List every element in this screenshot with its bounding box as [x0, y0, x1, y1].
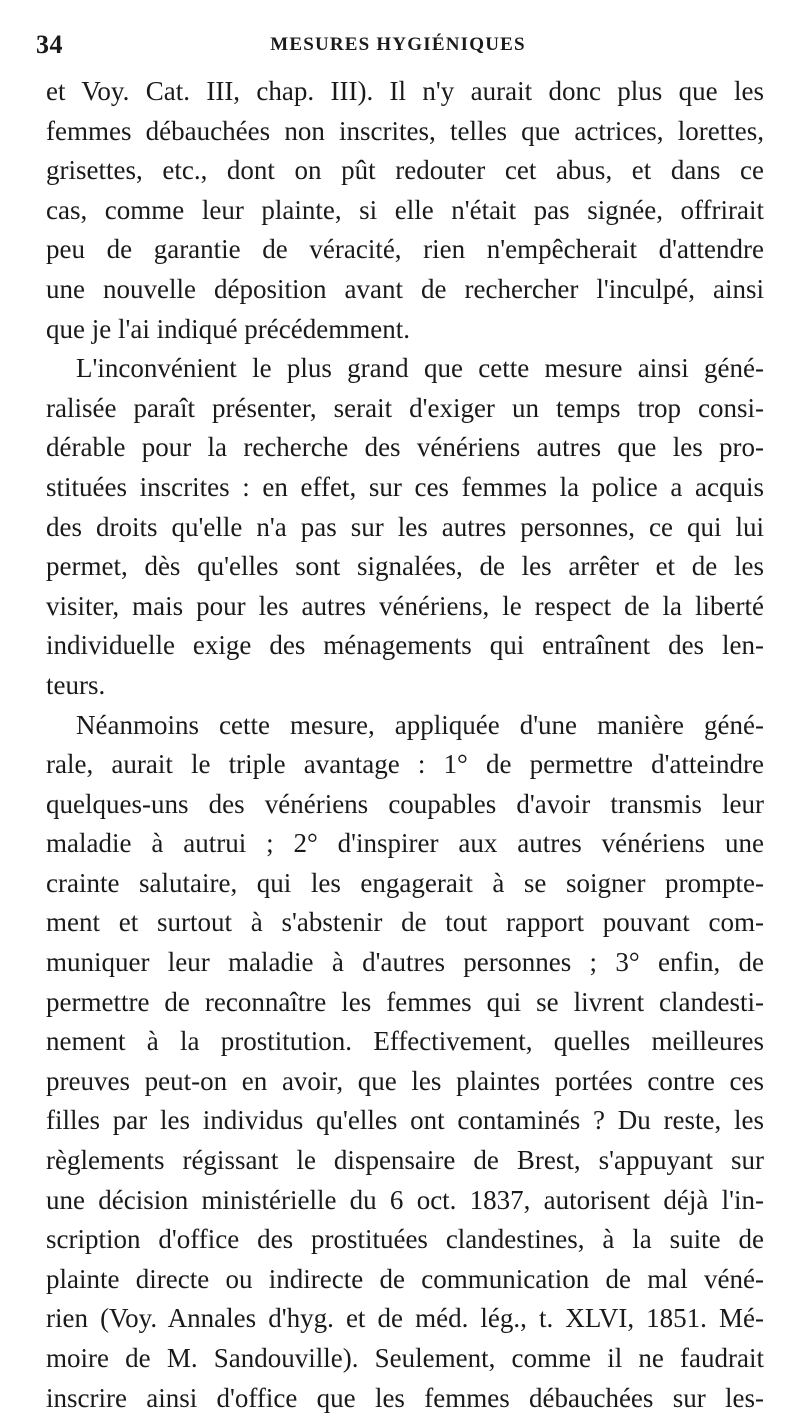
- text-line: quelques-uns des vénériens coupables d'avoir transmis leur: [46, 788, 764, 819]
- text-line: que je l'ai indiqué précédemment.: [46, 313, 410, 344]
- text-line: une nouvelle déposition avant de rechercher l'inculpé, ainsi: [46, 273, 764, 304]
- text-line: Néanmoins cette mesure, appliquée d'une manière géné-: [76, 709, 764, 740]
- text-line: filles par les individus qu'elles ont contaminés ? Du reste, les: [46, 1105, 764, 1136]
- text-line: et Voy. Cat. III, chap. III). Il n'y aurait donc plus que les: [46, 76, 764, 106]
- text-line: une décision ministérielle du 6 oct. 1837, autorisent déjà l'in-: [46, 1184, 764, 1215]
- text-line: inscrire ainsi d'office que les femmes débauchées sur les-: [46, 1382, 764, 1413]
- text-line: ralisée paraît présenter, serait d'exiger un temps trop consi-: [46, 392, 764, 423]
- text-line: individuelle exige des ménagements qui entraînent des len-: [46, 630, 764, 661]
- page-number: 34: [36, 30, 63, 59]
- running-title: MESURES HYGIÉNIQUES: [270, 34, 526, 55]
- text-line: stituées inscrites : en effet, sur ces femmes la police a acquis: [46, 471, 764, 502]
- text-line: ment et surtout à s'abstenir de tout rapport pouvant com-: [46, 907, 764, 938]
- text-line: grisettes, etc., dont on pût redouter cet abus, et dans ce: [46, 155, 764, 186]
- text-line: rien (Voy. Annales d'hyg. et de méd. lég., t. XLVI, 1851. Mé-: [46, 1303, 764, 1334]
- text-line: règlements régissant le dispensaire de Brest, s'appuyant sur: [46, 1145, 764, 1176]
- text-line: visiter, mais pour les autres vénériens, le respect de la liberté: [46, 590, 764, 621]
- text-line: teurs.: [46, 669, 106, 700]
- text-line: L'inconvénient le plus grand que cette mesure ainsi géné-: [76, 353, 764, 384]
- text-line: crainte salutaire, qui les engagerait à se soigner prompte-: [46, 867, 764, 898]
- text-line: preuves peut-on en avoir, que les plaintes portées contre ces: [46, 1065, 764, 1096]
- text-line: dérable pour la recherche des vénériens autres que les pro-: [46, 432, 764, 463]
- text-line: des droits qu'elle n'a pas sur les autres personnes, ce qui lui: [46, 511, 764, 542]
- body-text: [46, 72, 764, 1418]
- text-line: scription d'office des prostituées clandestines, à la suite de: [46, 1224, 764, 1255]
- text-line: permettre de reconnaître les femmes qui se livrent clandesti-: [46, 986, 764, 1017]
- text-line: peu de garantie de véracité, rien n'empêcherait d'attendre: [46, 234, 764, 265]
- text-line: plainte directe ou indirecte de communication de mal véné-: [46, 1263, 764, 1294]
- text-line: nement à la prostitution. Effectivement, quelles meilleures: [46, 1026, 764, 1057]
- page-header: [36, 30, 760, 66]
- text-line: cas, comme leur plainte, si elle n'était pas signée, offrirait: [46, 194, 764, 225]
- text-line: muniquer leur maladie à d'autres personnes ; 3° enfin, de: [46, 947, 764, 978]
- text-line: rale, aurait le triple avantage : 1° de permettre d'atteindre: [46, 749, 764, 780]
- text-line: femmes débauchées non inscrites, telles que actrices, lorettes,: [46, 115, 764, 146]
- text-line: permet, dès qu'elles sont signalées, de les arrêter et de les: [46, 551, 764, 582]
- text-line: maladie à autrui ; 2° d'inspirer aux autres vénériens une: [46, 828, 764, 859]
- text-line: moire de M. Sandouville). Seulement, comme il ne faudrait: [46, 1343, 764, 1373]
